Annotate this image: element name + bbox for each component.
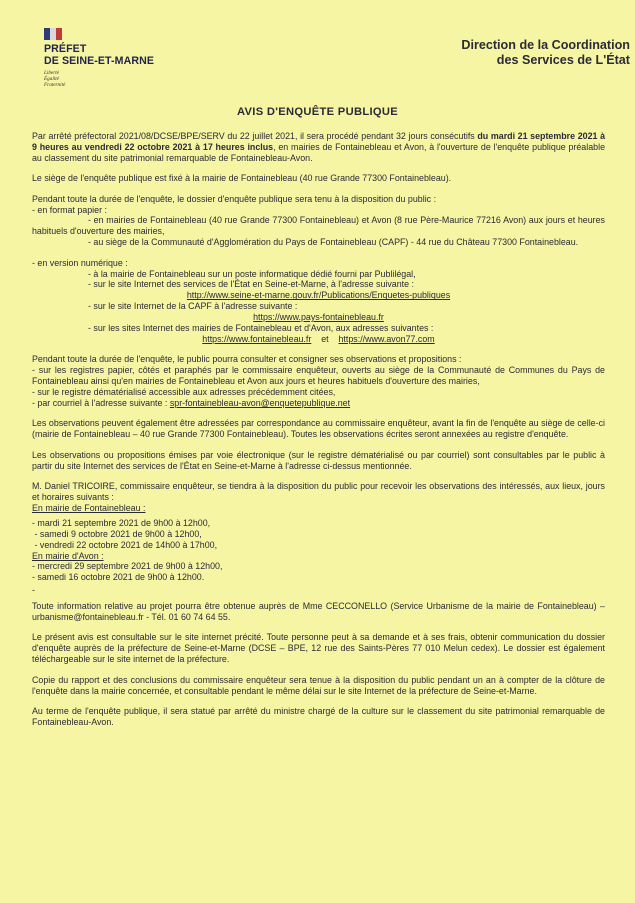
- republic-motto: [44, 70, 194, 89]
- stray-dash: -: [32, 585, 35, 596]
- siege-paragraph: Le siège de l'enquête publique est fixé à la mairie de Fontainebleau (40 rue Grande 77300 Fontainebleau).: [32, 173, 452, 184]
- state-site-link[interactable]: http://www.seine-et-marne.gouv.fr/Publications/Enquetes-publiques: [186, 290, 451, 301]
- electronic-observations-paragraph: Les observations ou propositions émises par voie électronique (sur le registre dématérialisé ou par courriel) sont consultables par le public à partir du site Internet des services de l'État en Seine-et-Marne à l'adresse ci-dessus mentionnée.: [32, 449, 605, 471]
- mairies-links-row: [32, 334, 605, 345]
- permanence-date-3: - vendredi 22 octobre 2021 de 14h00 à 17h00,: [32, 539, 218, 550]
- fontainebleau-label: En mairie de Fontainebleau :: [32, 502, 146, 513]
- motto-fraternite: Fraternité: [44, 82, 66, 89]
- permanences-intro: M. Daniel TRICOIRE, commissaire enquêteur, se tiendra à la disposition du public pour recevoir les observations des intéressés, aux lieux, jours et horaires suivants :: [32, 481, 605, 502]
- fontainebleau-site-link[interactable]: https://www.fontainebleau.fr: [202, 334, 312, 344]
- intro-dates-bold: du mardi 21 septembre 2021 à 9 heures au vendredi 22 octobre 2021 à 17 heures inclus: [32, 131, 606, 152]
- prefet-title-line1: PRÉFET: [44, 43, 87, 55]
- digital-item-state-site: - sur le site Internet des services de l'État en Seine-et-Marne, à l'adresse suivante :: [88, 279, 415, 290]
- observations-item-email: [32, 398, 605, 409]
- prefet-title-line2: DE SEINE-ET-MARNE: [44, 55, 155, 67]
- terme-paragraph: Au terme de l'enquête publique, il sera statué par arrêté du ministre chargé de la culture sur le classement du site patrimonial remarquable de Fontainebleau-Avon.: [32, 705, 605, 727]
- motto-liberte: Liberté: [44, 70, 59, 76]
- permanence-date-1: - mardi 21 septembre 2021 de 9h00 à 12h00,: [32, 517, 211, 528]
- paper-format-label: - en format papier :: [32, 204, 107, 215]
- digital-format-label: - en version numérique :: [32, 257, 128, 268]
- direction-heading: [461, 38, 630, 68]
- links-separator: et: [321, 334, 329, 344]
- prefecture-logo-block: [44, 28, 194, 89]
- copie-paragraph: Copie du rapport et des conclusions du commissaire enquêteur sera tenue à la disposition du public pendant un an à compter de la clôture de l'enquête dans la mairie concernée, et consultable pendant le même délai sur le site Internet de la préfecture de Seine-et-Marne.: [32, 674, 605, 696]
- observations-email-link[interactable]: spr-fontainebleau-avon@enquetepublique.net: [169, 398, 351, 409]
- avon-site-link[interactable]: https://www.avon77.com: [338, 334, 435, 344]
- permanence-date-2: - samedi 9 octobre 2021 de 9h00 à 12h00,: [32, 528, 202, 539]
- observations-intro: Pendant toute la durée de l'enquête, le public pourra consulter et consigner ses observations et propositions :: [32, 354, 462, 365]
- correspondance-paragraph: Les observations peuvent également être adressées par correspondance au commissaire enquêteur, avant la fin de l'enquête au siège de celle-ci (mairie de Fontainebleau – 40 rue Grande 77300 Fontainebleau). Toutes les observations écrites seront annexées au registre d'enquête.: [32, 418, 605, 440]
- consultable-paragraph: Le présent avis est consultable sur le site internet précité. Toute personne peut à sa demande et à ses frais, obtenir communication du dossier d'enquête auprès de la préfecture de Seine-et-Marne (DCSE – BPE, 12 rue des Saints-Pères 77 010 Melun cedex). Le dossier est également téléchargeable sur le site internet de la préfecture.: [32, 632, 605, 665]
- motto-egalite: Égalité: [44, 76, 59, 83]
- digital-item-capf: - sur le site Internet de la CAPF à l'adresse suivante :: [88, 301, 298, 312]
- capf-site-link[interactable]: https://www.pays-fontainebleau.fr: [253, 312, 384, 323]
- capf-link-row: [32, 312, 605, 323]
- marianne-logo-icon: [44, 28, 62, 40]
- permanence-date-4: - mercredi 29 septembre 2021 de 9h00 à 12h00,: [32, 561, 223, 572]
- direction-line1: Direction de la Coordination: [461, 38, 630, 52]
- paper-item-capf: - au siège de la Communauté d'Agglomération du Pays de Fontainebleau (CAPF) - 44 rue du Château 77300 Fontainebleau.: [88, 237, 579, 248]
- notice-body: [32, 131, 605, 728]
- observations-item-digital: - sur le registre dématérialisé accessible aux adresses précédemment citées,: [32, 387, 336, 398]
- intro-paragraph: [32, 131, 605, 164]
- permanence-date-5: - samedi 16 octobre 2021 de 9h00 à 12h00.: [32, 572, 205, 583]
- information-paragraph: Toute information relative au projet pourra être obtenue auprès de Mme CECCONELLO (Service Urbanisme de la mairie de Fontainebleau) – urbanisme@fontainebleau.fr - Tél. 01 60 74 64 55.: [32, 601, 605, 623]
- digital-item-mairies: - sur les sites Internet des mairies de Fontainebleau et d'Avon, aux adresses suivantes :: [88, 323, 434, 334]
- avon-label: En mairie d'Avon :: [32, 550, 104, 561]
- intro-text-start: Par arrêté préfectoral 2021/08/DCSE/BPE/SERV du 22 juillet 2021, il sera procédé pendant 32 jours consécutifs: [32, 131, 478, 141]
- dossier-intro: Pendant toute la durée de l'enquête, le dossier d'enquête publique sera tenu à la disposition du public :: [32, 193, 437, 204]
- paper-item-mairies: - en mairies de Fontainebleau (40 rue Grande 77300 Fontainebleau) et Avon (8 rue Père-Maurice 77216 Avon) aux jours et heures habituels d'ouverture des mairies,: [32, 215, 605, 237]
- observations-item-registers: - sur les registres papier, côtés et paraphés par le commissaire enquêteur, ouverts au siège de la Communauté de Communes du Pays de Fontainebleau ainsi qu'en mairies de Fontainebleau et Avon aux jours et heures habituels d'ouverture des mairies,: [32, 365, 605, 387]
- notice-title: AVIS D'ENQUÊTE PUBLIQUE: [236, 106, 399, 118]
- state-site-link-row: [32, 290, 605, 301]
- intro-text-end: , en mairies de Fontainebleau et Avon, à l'ouverture de l'enquête publique préalable au classement du site patrimonial remarquable de Fontainebleau-Avon.: [32, 141, 605, 163]
- digital-item-publilegal: - à la mairie de Fontainebleau sur un poste informatique dédié fourni par Publilégal,: [88, 268, 416, 279]
- email-item-text: - par courriel à l'adresse suivante :: [32, 398, 170, 409]
- direction-line2: des Services de L'État: [496, 53, 630, 67]
